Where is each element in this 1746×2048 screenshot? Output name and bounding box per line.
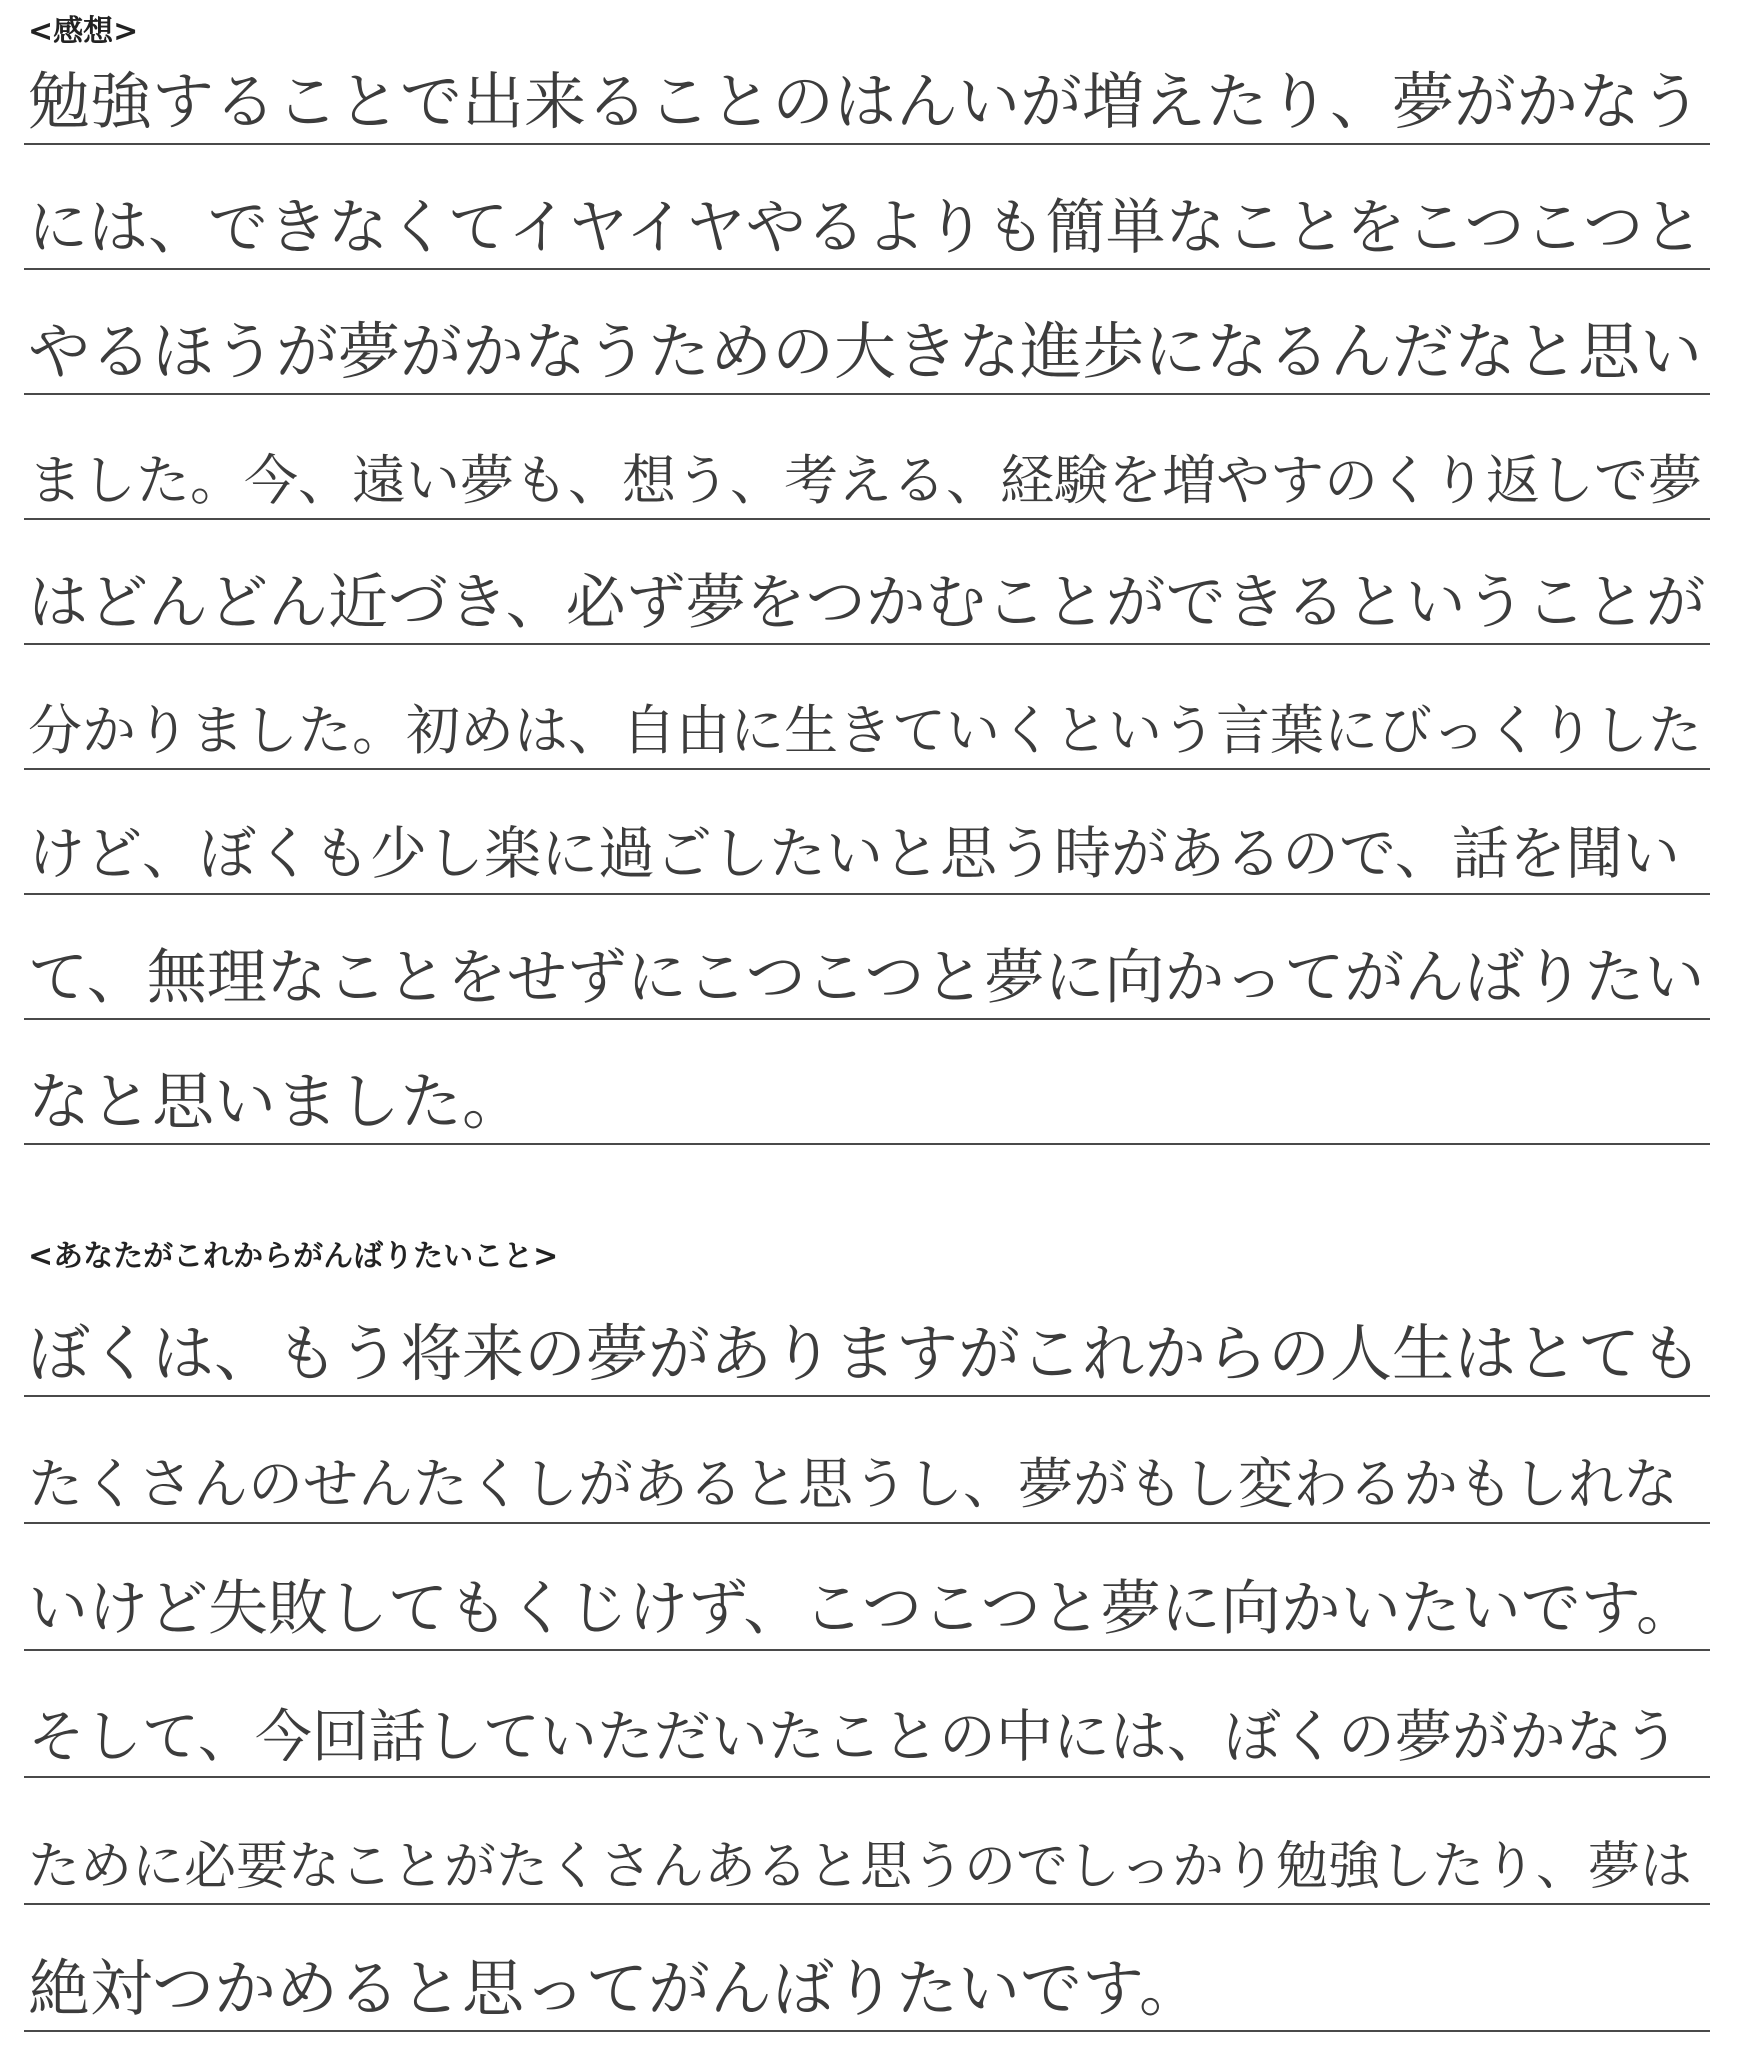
handwritten-line: 勉強することで出来ることのはんいが増えたり、夢がかなう [28, 65, 1703, 138]
handwritten-line: ぼくは、もう将来の夢がありますがこれからの人生はとても [28, 1317, 1703, 1390]
ruled-line [24, 1651, 1710, 1778]
goals-heading: <あなたがこれからがんばりたいこと> [28, 1239, 559, 1274]
ruled-line [24, 645, 1710, 770]
ruled-line [24, 395, 1710, 520]
ruled-line [24, 1905, 1710, 2032]
handwritten-line: そして、今回話していただいたことの中には、ぼくの夢がかなう [28, 1704, 1680, 1770]
impressions-heading: <感想> [28, 14, 139, 49]
ruled-line [24, 145, 1710, 270]
handwritten-line: ために必要なことがたくさんあると思うのでしっかり勉強したり、夢は [28, 1837, 1693, 1897]
ruled-line [24, 270, 1710, 395]
ruled-line [24, 1397, 1710, 1524]
handwritten-line: なと思いました。 [28, 1065, 525, 1138]
ruled-line [24, 520, 1710, 645]
goals-lines [24, 1270, 1710, 2032]
ruled-line [24, 1778, 1710, 1905]
ruled-line [24, 895, 1710, 1020]
handwritten-line: 絶対つかめると思ってがんばりたいです。 [28, 1952, 1202, 2025]
ruled-line [24, 1270, 1710, 1397]
handwritten-line: はどんどん近づき、必ず夢をつかむことができるということが [28, 568, 1706, 638]
handwritten-line: たくさんのせんたくしがあると思うし、夢がもし変わるかもしれな [28, 1452, 1679, 1516]
handwritten-line: けど、ぼくも少し楽に過ごしたいと思う時があるので、話を聞い [28, 821, 1680, 887]
handwritten-line: やるほうが夢がかなうための大きな進歩になるんだなと思い [28, 315, 1703, 388]
ruled-line [24, 1020, 1710, 1145]
handwritten-line: いけど失敗してもくじけず、こつこつと夢に向かいたいです。 [28, 1574, 1696, 1644]
ruled-line [24, 20, 1710, 145]
handwritten-line: 分かりました。初めは、自由に生きていくという言葉にびっくりした [28, 699, 1702, 762]
impressions-lines [24, 20, 1710, 1145]
handwritten-line: て、無理なことをせずにこつこつと夢に向かってがんばりたい [28, 943, 1705, 1013]
handwritten-line: ました。今、遠い夢も、想う、考える、経験を増やすのくり返しで夢 [28, 449, 1702, 512]
ruled-line [24, 770, 1710, 895]
handwritten-line: には、できなくてイヤイヤやるよりも簡単なことをこつこつと [28, 193, 1704, 263]
ruled-line [24, 1524, 1710, 1651]
